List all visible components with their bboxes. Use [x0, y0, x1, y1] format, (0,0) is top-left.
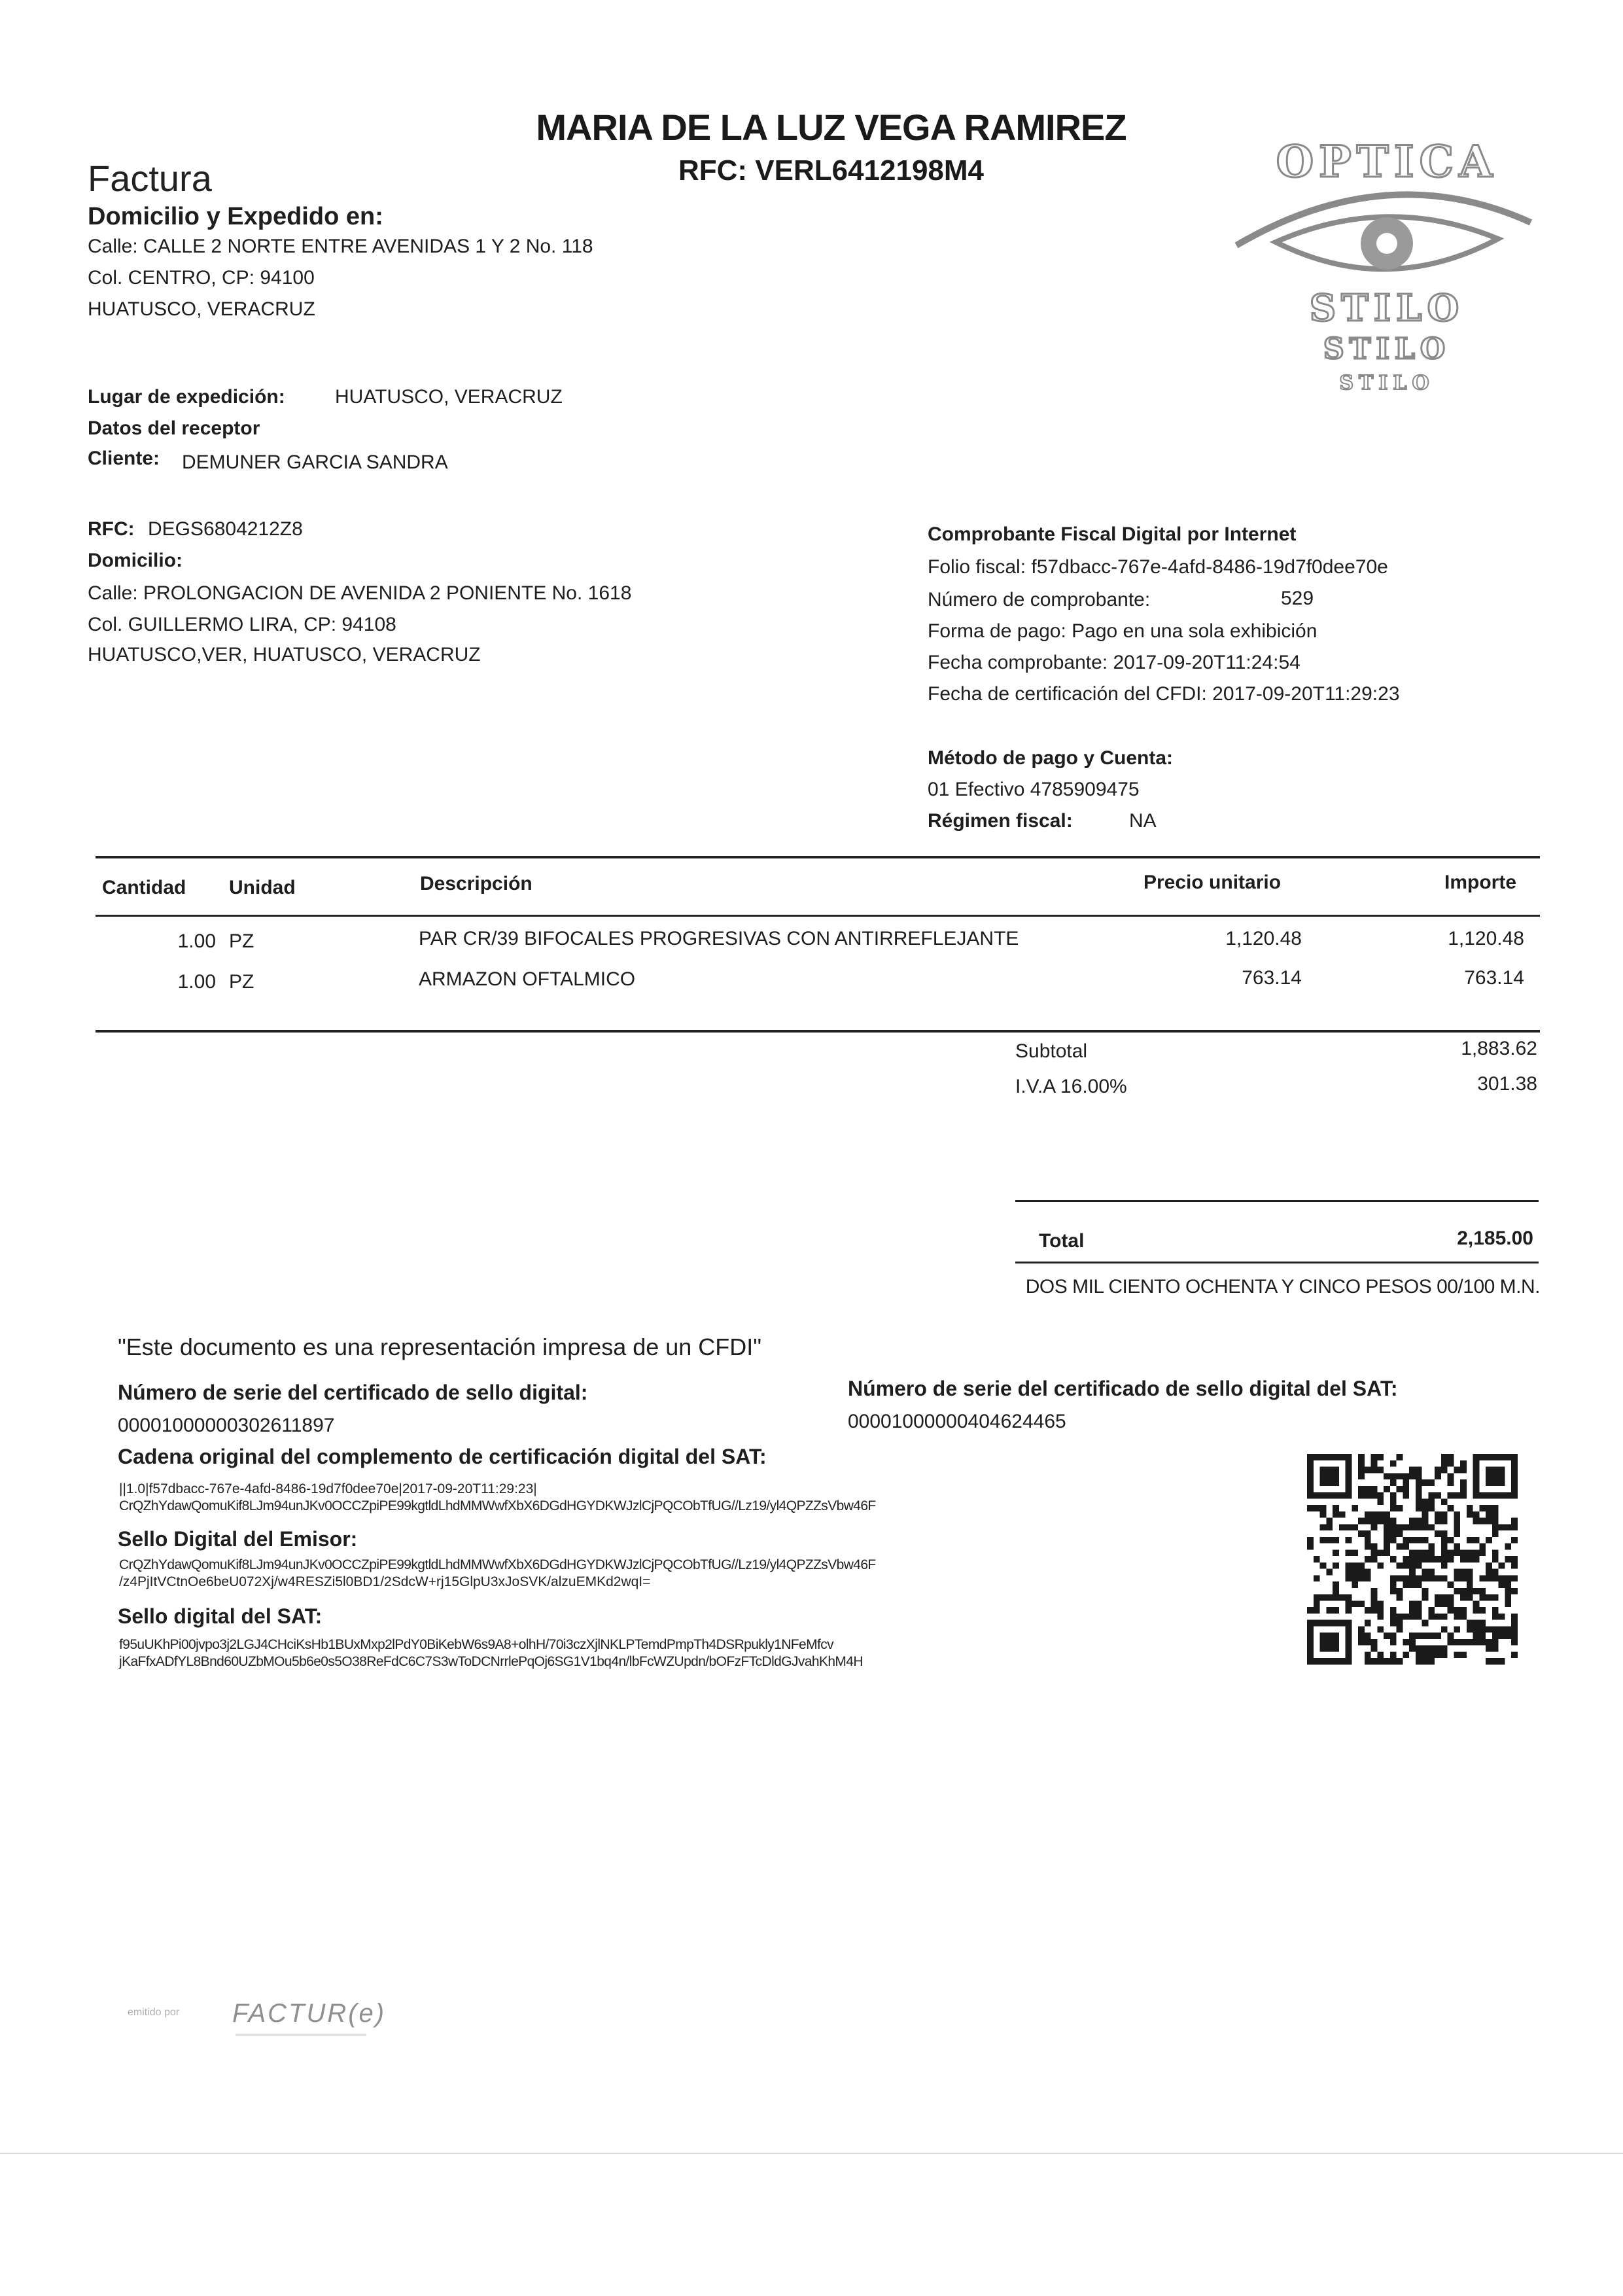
cadena-original-line-2: CrQZhYdawQomuKif8LJm94unJKv0OCCZpiPE99kgtldLhdMMWwfXbX6DGdHGYDKWJzlCjPQCObTfUG//Lz19/yl4QPZZsVbw46F [119, 1498, 876, 1513]
document-type-title: Factura [88, 158, 212, 199]
logo-stilo-text-2: STILO [1323, 332, 1451, 366]
sello-sat-label: Sello digital del SAT: [118, 1604, 323, 1628]
row-importe: 1,120.48 [1448, 928, 1524, 949]
totals-rule [1015, 1200, 1539, 1202]
col-header-importe: Importe [1444, 872, 1517, 893]
emisor-name: MARIA DE LA LUZ VEGA RAMIREZ [536, 107, 1126, 148]
col-header-precio: Precio unitario [1143, 872, 1282, 893]
emisor-ciudad: HUATUSCO, VERACRUZ [88, 298, 315, 320]
page-scan-edge [0, 2153, 1623, 2154]
emisor-colonia: Col. CENTRO, CP: 94100 [88, 267, 315, 289]
cliente-name: DEMUNER GARCIA SANDRA [182, 451, 448, 473]
regimen-fiscal-label: Régimen fiscal: [928, 810, 1073, 832]
iva-value: 301.38 [1477, 1073, 1537, 1095]
cfdi-representation-note: "Este documento es una representación impresa de un CFDI" [118, 1333, 762, 1360]
iva-label: I.V.A 16.00% [1015, 1076, 1127, 1097]
emisor-rfc: RFC: VERL6412198M4 [678, 154, 985, 186]
facture-prefix: emitido por [128, 2007, 180, 2018]
qr-code [1307, 1454, 1518, 1665]
emisor-calle: Calle: CALLE 2 NORTE ENTRE AVENIDAS 1 Y 2 No. 118 [88, 236, 593, 257]
serie-certificado-sat-label: Número de serie del certificado de sello digital del SAT: [848, 1377, 1398, 1400]
cfdi-title: Comprobante Fiscal Digital por Internet [928, 523, 1297, 545]
table-bottom-rule [96, 1030, 1540, 1033]
subtotal-value: 1,883.62 [1461, 1038, 1537, 1059]
receptor-rfc-label: RFC: [88, 518, 135, 540]
sello-emisor-label: Sello Digital del Emisor: [118, 1527, 358, 1551]
folio-fiscal: Folio fiscal: f57dbacc-767e-4afd-8486-19d7f0dee70e [928, 556, 1388, 578]
total-value: 2,185.00 [1457, 1227, 1533, 1249]
facture-brand: FACTUR(e) [232, 1999, 387, 2028]
logo-stilo-text-3: STILO [1339, 372, 1435, 395]
row-cantidad: 1.00 [177, 930, 216, 952]
total-en-letra: DOS MIL CIENTO OCHENTA Y CINCO PESOS 00/100 M.N. [1025, 1276, 1540, 1298]
sello-emisor-line-1: CrQZhYdawQomuKif8LJm94unJKv0OCCZpiPE99kgtldLhdMMWwfXbX6DGdHGYDKWJzlCjPQCObTfUG//Lz19/yl4QPZZsVbw46F [119, 1557, 876, 1572]
forma-pago: Forma de pago: Pago en una sola exhibición [928, 620, 1318, 642]
row-cantidad: 1.00 [177, 971, 216, 993]
cadena-original-label: Cadena original del complemento de certificación digital del SAT: [118, 1445, 767, 1468]
sello-sat-line-1: f95uUKhPi00jvpo3j2LGJ4CHciKsHb1BUxMxp2lPdY0BiKebW6s9A8+olhH/70i3czXjlNKLPTemdPmpTh4DSRpukly1NFeMfcv [119, 1637, 834, 1652]
row-precio: 1,120.48 [1225, 928, 1302, 949]
receptor-ciudad: HUATUSCO,VER, HUATUSCO, VERACRUZ [88, 644, 481, 665]
total-underline [1015, 1262, 1539, 1263]
optica-stilo-logo [1217, 131, 1557, 399]
row-descripcion: PAR CR/39 BIFOCALES PROGRESIVAS CON ANTIRREFLEJANTE [419, 928, 1019, 949]
lugar-expedicion-value: HUATUSCO, VERACRUZ [335, 386, 563, 408]
domicilio-expedido-label: Domicilio y Expedido en: [88, 203, 383, 230]
row-unidad: PZ [229, 971, 254, 993]
metodo-pago-value: 01 Efectivo 4785909475 [928, 779, 1140, 800]
subtotal-label: Subtotal [1015, 1040, 1088, 1062]
sello-sat-line-2: jKaFfxADfYL8Bnd60UZbMOu5b6e0s5O38ReFdC6C7S3wToDCNrrlePqOj6SG1V1bq4n/lbFcWZUpdn/bOFzFTcDldGJvahKhM4H [119, 1654, 863, 1669]
fecha-certificacion: Fecha de certificación del CFDI: 2017-09-20T11:29:23 [928, 683, 1400, 705]
row-unidad: PZ [229, 930, 254, 952]
serie-certificado-label: Número de serie del certificado de sello digital: [118, 1381, 588, 1404]
numero-comprobante-label: Número de comprobante: [928, 589, 1151, 610]
row-importe: 763.14 [1464, 967, 1524, 989]
cadena-original-line-1: ||1.0|f57dbacc-767e-4afd-8486-19d7f0dee70e|2017-09-20T11:29:23| [119, 1481, 537, 1496]
serie-certificado-sat-value: 00001000000404624465 [848, 1411, 1066, 1432]
col-header-descripcion: Descripción [420, 873, 532, 894]
col-header-cantidad: Cantidad [102, 877, 186, 898]
regimen-fiscal-value: NA [1129, 810, 1157, 832]
fecha-comprobante: Fecha comprobante: 2017-09-20T11:24:54 [928, 652, 1300, 673]
serie-certificado-value: 00001000000302611897 [118, 1415, 335, 1436]
sello-emisor-line-2: /z4PjItVCtnOe6beU072Xj/w4RESZi5l0BD1/2SdcW+rj15GlpU3xJoSVK/alzuEMKd2wqI= [119, 1574, 651, 1589]
table-top-rule [96, 856, 1540, 858]
table-header-rule [96, 915, 1540, 917]
cliente-label: Cliente: [88, 448, 160, 469]
receptor-domicilio-label: Domicilio: [88, 550, 183, 571]
metodo-pago-label: Método de pago y Cuenta: [928, 747, 1173, 769]
col-header-unidad: Unidad [229, 877, 296, 898]
receptor-rfc-value: DEGS6804212Z8 [148, 518, 303, 540]
receptor-section-label: Datos del receptor [88, 417, 260, 439]
row-precio: 763.14 [1242, 967, 1302, 989]
lugar-expedicion-label: Lugar de expedición: [88, 386, 285, 408]
logo-optica-text: OPTICA [1276, 136, 1498, 187]
logo-stilo-text: STILO [1309, 287, 1465, 330]
row-descripcion: ARMAZON OFTALMICO [419, 968, 636, 990]
facture-logo [128, 1989, 402, 2061]
receptor-colonia: Col. GUILLERMO LIRA, CP: 94108 [88, 614, 396, 635]
numero-comprobante-value: 529 [1281, 588, 1314, 609]
total-label: Total [1039, 1230, 1085, 1252]
receptor-calle: Calle: PROLONGACION DE AVENIDA 2 PONIENTE No. 1618 [88, 582, 632, 604]
